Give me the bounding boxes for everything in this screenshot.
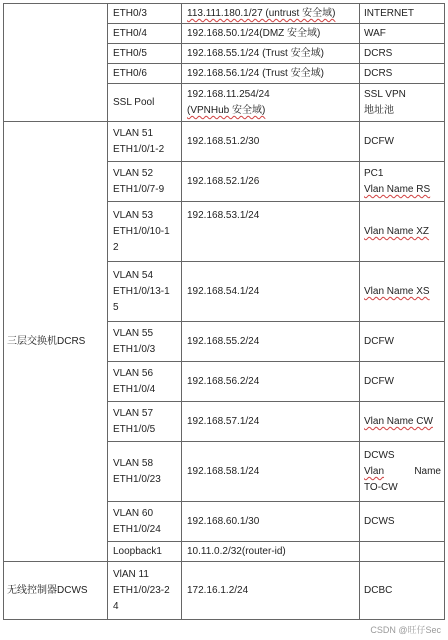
description-cell: DCFW [360, 122, 445, 162]
description-cell: Vlan Name XS [360, 262, 445, 322]
description-cell: Vlan Name XZ [360, 202, 445, 262]
device-cell-firewall [4, 4, 108, 122]
watermark: CSDN @旺仔Sec [370, 625, 441, 635]
interface-cell: VLAN 53 ETH1/0/10-1 2 [108, 202, 182, 262]
table-row [4, 4, 445, 24]
ip-cell: 192.168.57.1/24 [182, 402, 360, 442]
description-cell: INTERNET [360, 4, 445, 24]
description-cell: PC1 Vlan Name RS [360, 162, 445, 202]
interface-cell: Loopback1 [108, 542, 182, 562]
interface-cell: VLAN 60 ETH1/0/24 [108, 502, 182, 542]
ip-cell: 192.168.55.2/24 [182, 322, 360, 362]
ip-cell: 192.168.11.254/24 (VPNHub 安全域) [182, 84, 360, 122]
ip-cell: 192.168.58.1/24 [182, 442, 360, 502]
interface-cell: VLAN 55 ETH1/0/3 [108, 322, 182, 362]
table-row [4, 122, 445, 162]
description-cell: DCWS Vlan Name TO-CW [360, 442, 445, 502]
ip-cell: 192.168.56.2/24 [182, 362, 360, 402]
ip-cell: 192.168.56.1/24 (Trust 安全域) [182, 64, 360, 84]
ip-cell: 192.168.53.1/24 [182, 202, 360, 262]
interface-cell: VLAN 51 ETH1/0/1-2 [108, 122, 182, 162]
description-cell: DCRS [360, 44, 445, 64]
interface-cell: VLAN 57 ETH1/0/5 [108, 402, 182, 442]
description-cell: WAF [360, 24, 445, 44]
device-cell-dcws: 无线控制器DCWS [4, 562, 108, 620]
ip-cell: 113.111.180.1/27 (untrust 安全域) [182, 4, 360, 24]
description-cell: DCBC [360, 562, 445, 620]
interface-cell: ETH0/3 [108, 4, 182, 24]
ip-cell: 192.168.50.1/24(DMZ 安全域) [182, 24, 360, 44]
ip-cell: 192.168.55.1/24 (Trust 安全域) [182, 44, 360, 64]
interface-cell: SSL Pool [108, 84, 182, 122]
interface-cell: ETH0/6 [108, 64, 182, 84]
ip-cell: 192.168.54.1/24 [182, 262, 360, 322]
description-cell: DCFW [360, 322, 445, 362]
ip-cell: 192.168.60.1/30 [182, 502, 360, 542]
ip-cell: 10.11.0.2/32(router-id) [182, 542, 360, 562]
interface-cell: VLAN 56 ETH1/0/4 [108, 362, 182, 402]
description-cell: Vlan Name CW [360, 402, 445, 442]
interface-cell: ETH0/5 [108, 44, 182, 64]
interface-cell: VLAN 58 ETH1/0/23 [108, 442, 182, 502]
description-cell: SSL VPN 地址池 [360, 84, 445, 122]
interface-cell: VLAN 54 ETH1/0/13-1 5 [108, 262, 182, 322]
description-cell [360, 542, 445, 562]
description-cell: DCWS [360, 502, 445, 542]
description-cell: DCFW [360, 362, 445, 402]
interface-cell: VlAN 11 ETH1/0/23-2 4 [108, 562, 182, 620]
ip-address-table [3, 3, 445, 620]
ip-cell: 192.168.52.1/26 [182, 162, 360, 202]
ip-cell: 172.16.1.2/24 [182, 562, 360, 620]
description-cell: DCRS [360, 64, 445, 84]
device-cell-dcrs: 三层交换机DCRS [4, 122, 108, 562]
interface-cell: VLAN 52 ETH1/0/7-9 [108, 162, 182, 202]
table-row [4, 562, 445, 620]
interface-cell: ETH0/4 [108, 24, 182, 44]
ip-cell: 192.168.51.2/30 [182, 122, 360, 162]
